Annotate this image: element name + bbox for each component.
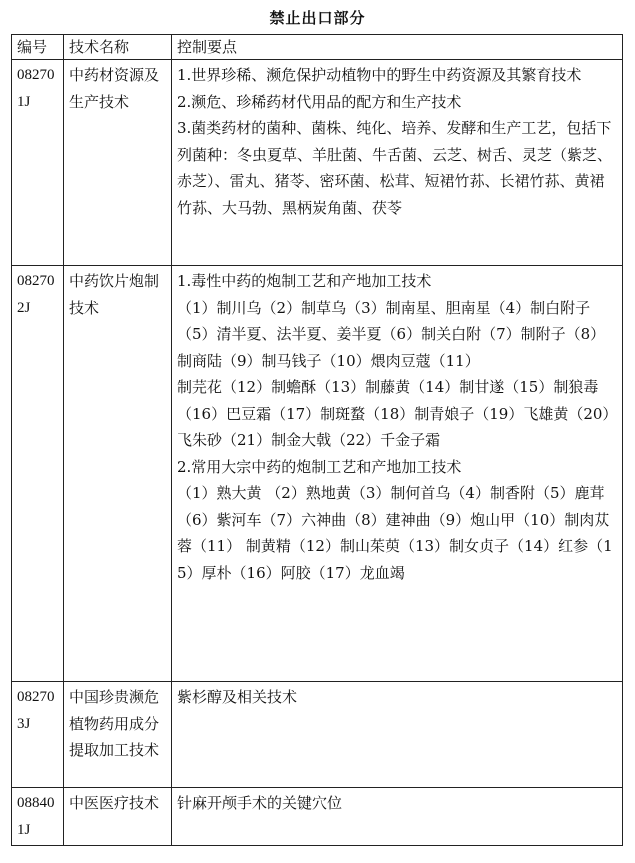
code-line: 08270 — [17, 689, 55, 705]
control-point: 针麻开颅手术的关键穴位 — [177, 794, 343, 812]
code-line: 1J — [17, 821, 31, 838]
control-point: 1.毒性中药的炮制工艺和产地加工技术 — [177, 272, 432, 290]
code-line: 08840 — [17, 795, 55, 811]
points-cell — [172, 682, 623, 788]
code-line: 08270 — [17, 67, 55, 83]
points-cell — [172, 788, 623, 846]
control-point: 2.常用大宗中药的炮制工艺和产地加工技术 — [177, 457, 462, 476]
code-line: 1J — [17, 93, 31, 110]
code-line: 08270 — [17, 273, 55, 289]
table-row — [12, 60, 623, 266]
header-code: 编号 — [12, 35, 64, 60]
control-point: 2.濒危、珍稀药材代用品的配方和生产技术 — [177, 92, 462, 111]
header-name: 技术名称 — [64, 35, 172, 60]
code-cell — [12, 266, 64, 682]
table-row — [12, 788, 623, 846]
table-row — [12, 682, 623, 788]
control-point: 制芫花（12）制蟾酥（13）制藤黄（14）制甘遂（15）制狼毒（16）巴豆霜（17）制斑蝥（18）制青娘子（19）飞雄黄（20）飞朱砂（21）制金大戟（22）千金子霜 — [177, 378, 610, 449]
points-cell — [172, 60, 623, 266]
code-line: 2J — [17, 299, 31, 316]
control-point: 紫杉醇及相关技术 — [177, 688, 298, 706]
name-cell: 中药材资源及生产技术 — [64, 60, 172, 266]
name-cell: 中国珍贵濒危植物药用成分提取加工技术 — [64, 682, 172, 788]
name-cell: 中药饮片炮制技术 — [64, 266, 172, 682]
points-cell — [172, 266, 623, 682]
control-point: 3.菌类药材的菌种、菌株、纯化、培养、发酵和生产工艺，包括下列菌种：冬虫夏草、羊肚菌、牛舌菌、云芝、树舌、灵芝（紫芝、赤芝）、雷丸、猪苓、密环菌、松茸、短裙竹荪、长裙竹荪、黄裙竹荪、大马勃、黑柄炭角菌、茯苓 — [177, 119, 613, 217]
table-row — [12, 266, 623, 682]
control-point: （1）制川乌（2）制草乌（3）制南星、胆南星（4）制白附子（5）清半夏、法半夏、姜半夏（6）制关白附（7）制附子（8）制商陆（9）制马钱子（10）煨肉豆蔻（11） — [177, 298, 606, 370]
code-cell — [12, 60, 64, 266]
export-control-table — [11, 34, 623, 846]
header-points: 控制要点 — [172, 35, 623, 60]
code-cell — [12, 788, 64, 846]
code-cell — [12, 682, 64, 788]
control-point: 1.世界珍稀、濒危保护动植物中的野生中药资源及其繁育技术 — [177, 66, 582, 84]
code-line: 3J — [17, 715, 31, 732]
document-title: 禁止出口部分 — [269, 9, 366, 27]
table-header-row — [12, 35, 623, 60]
name-cell: 中医医疗技术 — [64, 788, 172, 846]
control-point: （1）熟大黄 （2）熟地黄（3）制何首乌（4）制香附（5）鹿茸（6）紫河车（7）六神曲（8）建神曲（9）炮山甲（10）制肉苁蓉（11） 制黄精（12）制山茱萸（13）制女贞子（14）红参（15）厚朴（16）阿胶（17）龙血竭 — [177, 484, 613, 582]
